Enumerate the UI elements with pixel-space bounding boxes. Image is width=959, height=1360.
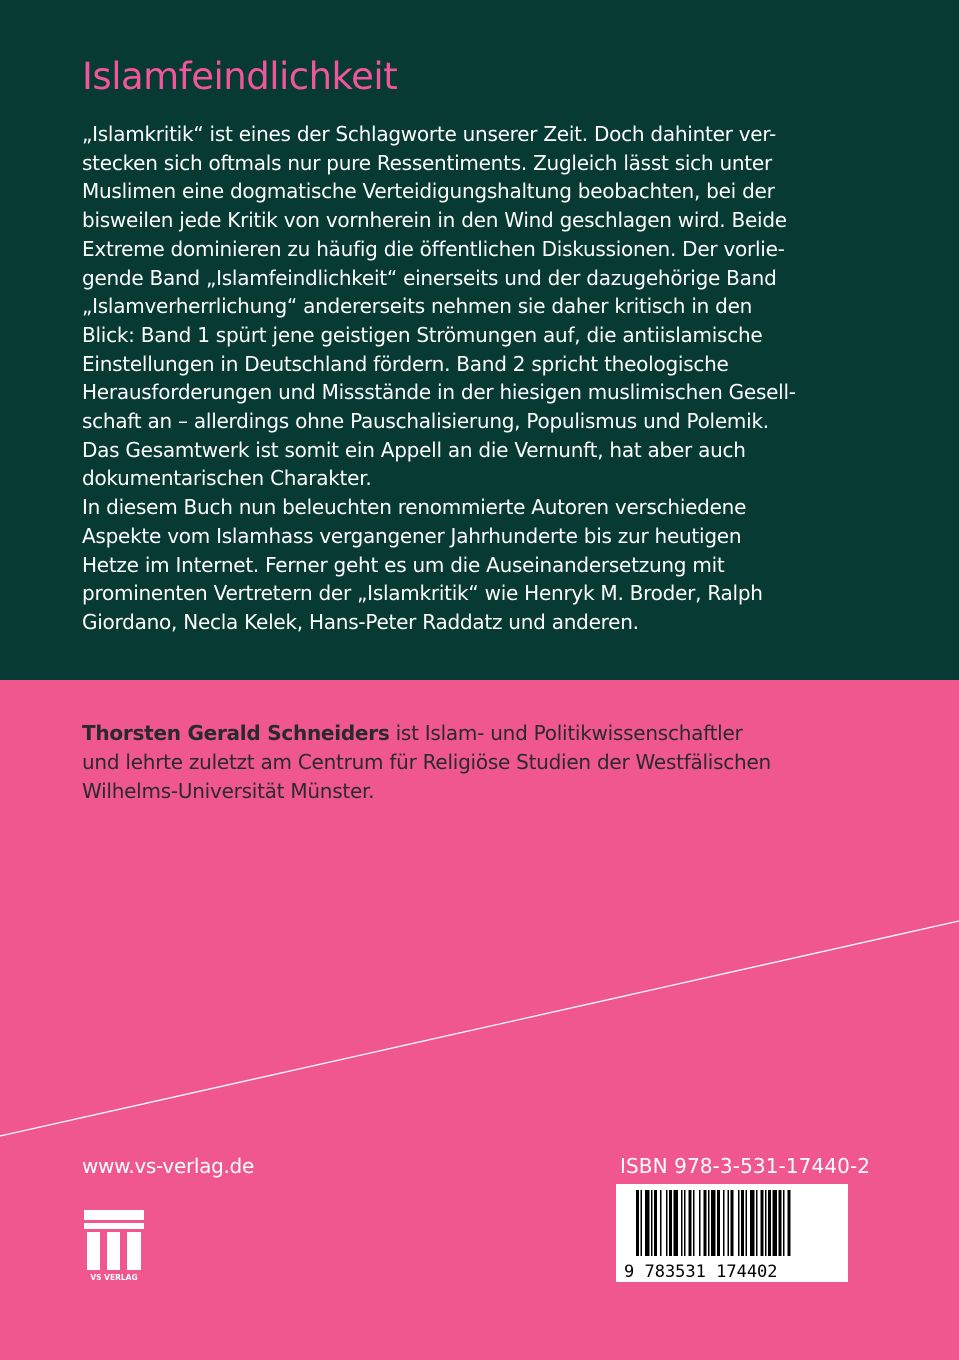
author-bio-line [82, 719, 882, 748]
description-line: Das Gesamtwerk ist somit ein Appell an die Vernunft, hat aber auch [82, 437, 746, 462]
author-bio-line: und lehrte zuletzt am Centrum für Religiöse Studien der Westfälischen [82, 750, 771, 774]
barcode-bar [636, 1190, 639, 1256]
description-line: Blick: Band 1 spürt jene geistigen Strömungen auf, die antiislamische [82, 322, 763, 347]
barcode-bar [728, 1190, 730, 1256]
description-line: gende Band „Islamfeindlichkeit“ einerseits und der dazugehörige Band [82, 265, 777, 290]
vs-verlag-logo [84, 1210, 144, 1282]
logo-wordmark: VS VERLAG [90, 1273, 138, 1282]
barcode-bar [674, 1190, 679, 1256]
description-line: „Islamverherrlichung“ andererseits nehmen sie daher kritisch in den [82, 294, 753, 319]
barcode-bar [773, 1190, 778, 1256]
barcode [616, 1184, 848, 1282]
barcode-bar [756, 1190, 758, 1256]
description-line: prominenten Vertretern der „Islamkritik“ wie Henryk M. Broder, Ralph [82, 581, 763, 606]
description-text [82, 120, 882, 637]
barcode-bar [717, 1190, 720, 1256]
barcode-bar [693, 1190, 695, 1256]
barcode-bar [750, 1190, 755, 1256]
description-line: Aspekte vom Islamhass vergangener Jahrhunderte bis zur heutigen [82, 523, 742, 548]
description-line: Hetze im Internet. Ferner geht es um die Auseinandersetzung mit [82, 552, 725, 577]
barcode-bar [654, 1190, 657, 1256]
barcode-bar [779, 1190, 782, 1256]
barcode-bar [765, 1190, 767, 1256]
description-line: „Islamkritik“ ist eines der Schlagworte unserer Zeit. Doch dahinter ver- [82, 122, 777, 146]
barcode-bar [704, 1190, 707, 1256]
description-line: Einstellungen in Deutschland fördern. Band 2 spricht theologische [82, 351, 729, 376]
barcode-bar [711, 1190, 716, 1256]
author-name: Thorsten Gerald Schneiders [82, 721, 390, 745]
barcode-bar [741, 1190, 744, 1256]
barcode-bar [788, 1190, 791, 1256]
barcode-bar [768, 1190, 771, 1256]
barcode-bar [651, 1190, 653, 1256]
barcode-bar [666, 1190, 668, 1256]
description-line: Muslimen eine dogmatische Verteidigungshaltung beobachten, bei der [82, 179, 775, 204]
barcode-bar [641, 1190, 643, 1256]
barcode-bar [708, 1190, 710, 1256]
barcode-bar [681, 1190, 683, 1256]
description-line: Herausforderungen und Missstände in der hiesigen muslimischen Gesell- [82, 380, 796, 405]
publisher-website: www.vs-verlag.de [82, 1154, 254, 1178]
barcode-bar [783, 1190, 785, 1256]
author-bio-text: ist Islam- und Politikwissenschaftler [389, 721, 743, 745]
barcode-bar [669, 1190, 672, 1256]
barcode-bar [684, 1190, 686, 1256]
description-line: stecken sich oftmals nur pure Ressentiments. Zugleich lässt sich unter [82, 150, 772, 175]
barcode-bar [699, 1190, 701, 1256]
barcode-bar [738, 1190, 740, 1256]
barcode-graphic [616, 1184, 848, 1282]
description-line: Extreme dominieren zu häufig die öffentlichen Diskussionen. Der vorlie- [82, 236, 785, 261]
barcode-bar [761, 1190, 764, 1256]
description-line: bisweilen jede Kritik von vornherein in den Wind geschlagen wird. Beide [82, 208, 787, 233]
barcode-bar [645, 1190, 650, 1256]
description-line: schaft an – allerdings ohne Pauschalisierung, Populismus und Polemik. [82, 409, 769, 434]
barcode-bar [689, 1190, 692, 1256]
barcode-bar [746, 1190, 748, 1256]
description-line: dokumentarischen Charakter. [82, 466, 372, 491]
book-title: Islamfeindlichkeit [82, 55, 398, 98]
isbn-label: ISBN 978-3-531-17440-2 [620, 1154, 871, 1178]
barcode-bar [723, 1190, 725, 1256]
description-line: Giordano, Necla Kelek, Hans-Peter Raddatz und anderen. [82, 609, 639, 634]
barcode-bar [660, 1190, 662, 1256]
barcode-number: 9 783531 174402 [624, 1262, 778, 1282]
author-bio-line: Wilhelms-Universität Münster. [82, 779, 375, 803]
barcode-bar [731, 1190, 734, 1256]
author-bio [82, 719, 882, 806]
description-line: In diesem Buch nun beleuchten renommierte Autoren verschiedene [82, 495, 747, 520]
